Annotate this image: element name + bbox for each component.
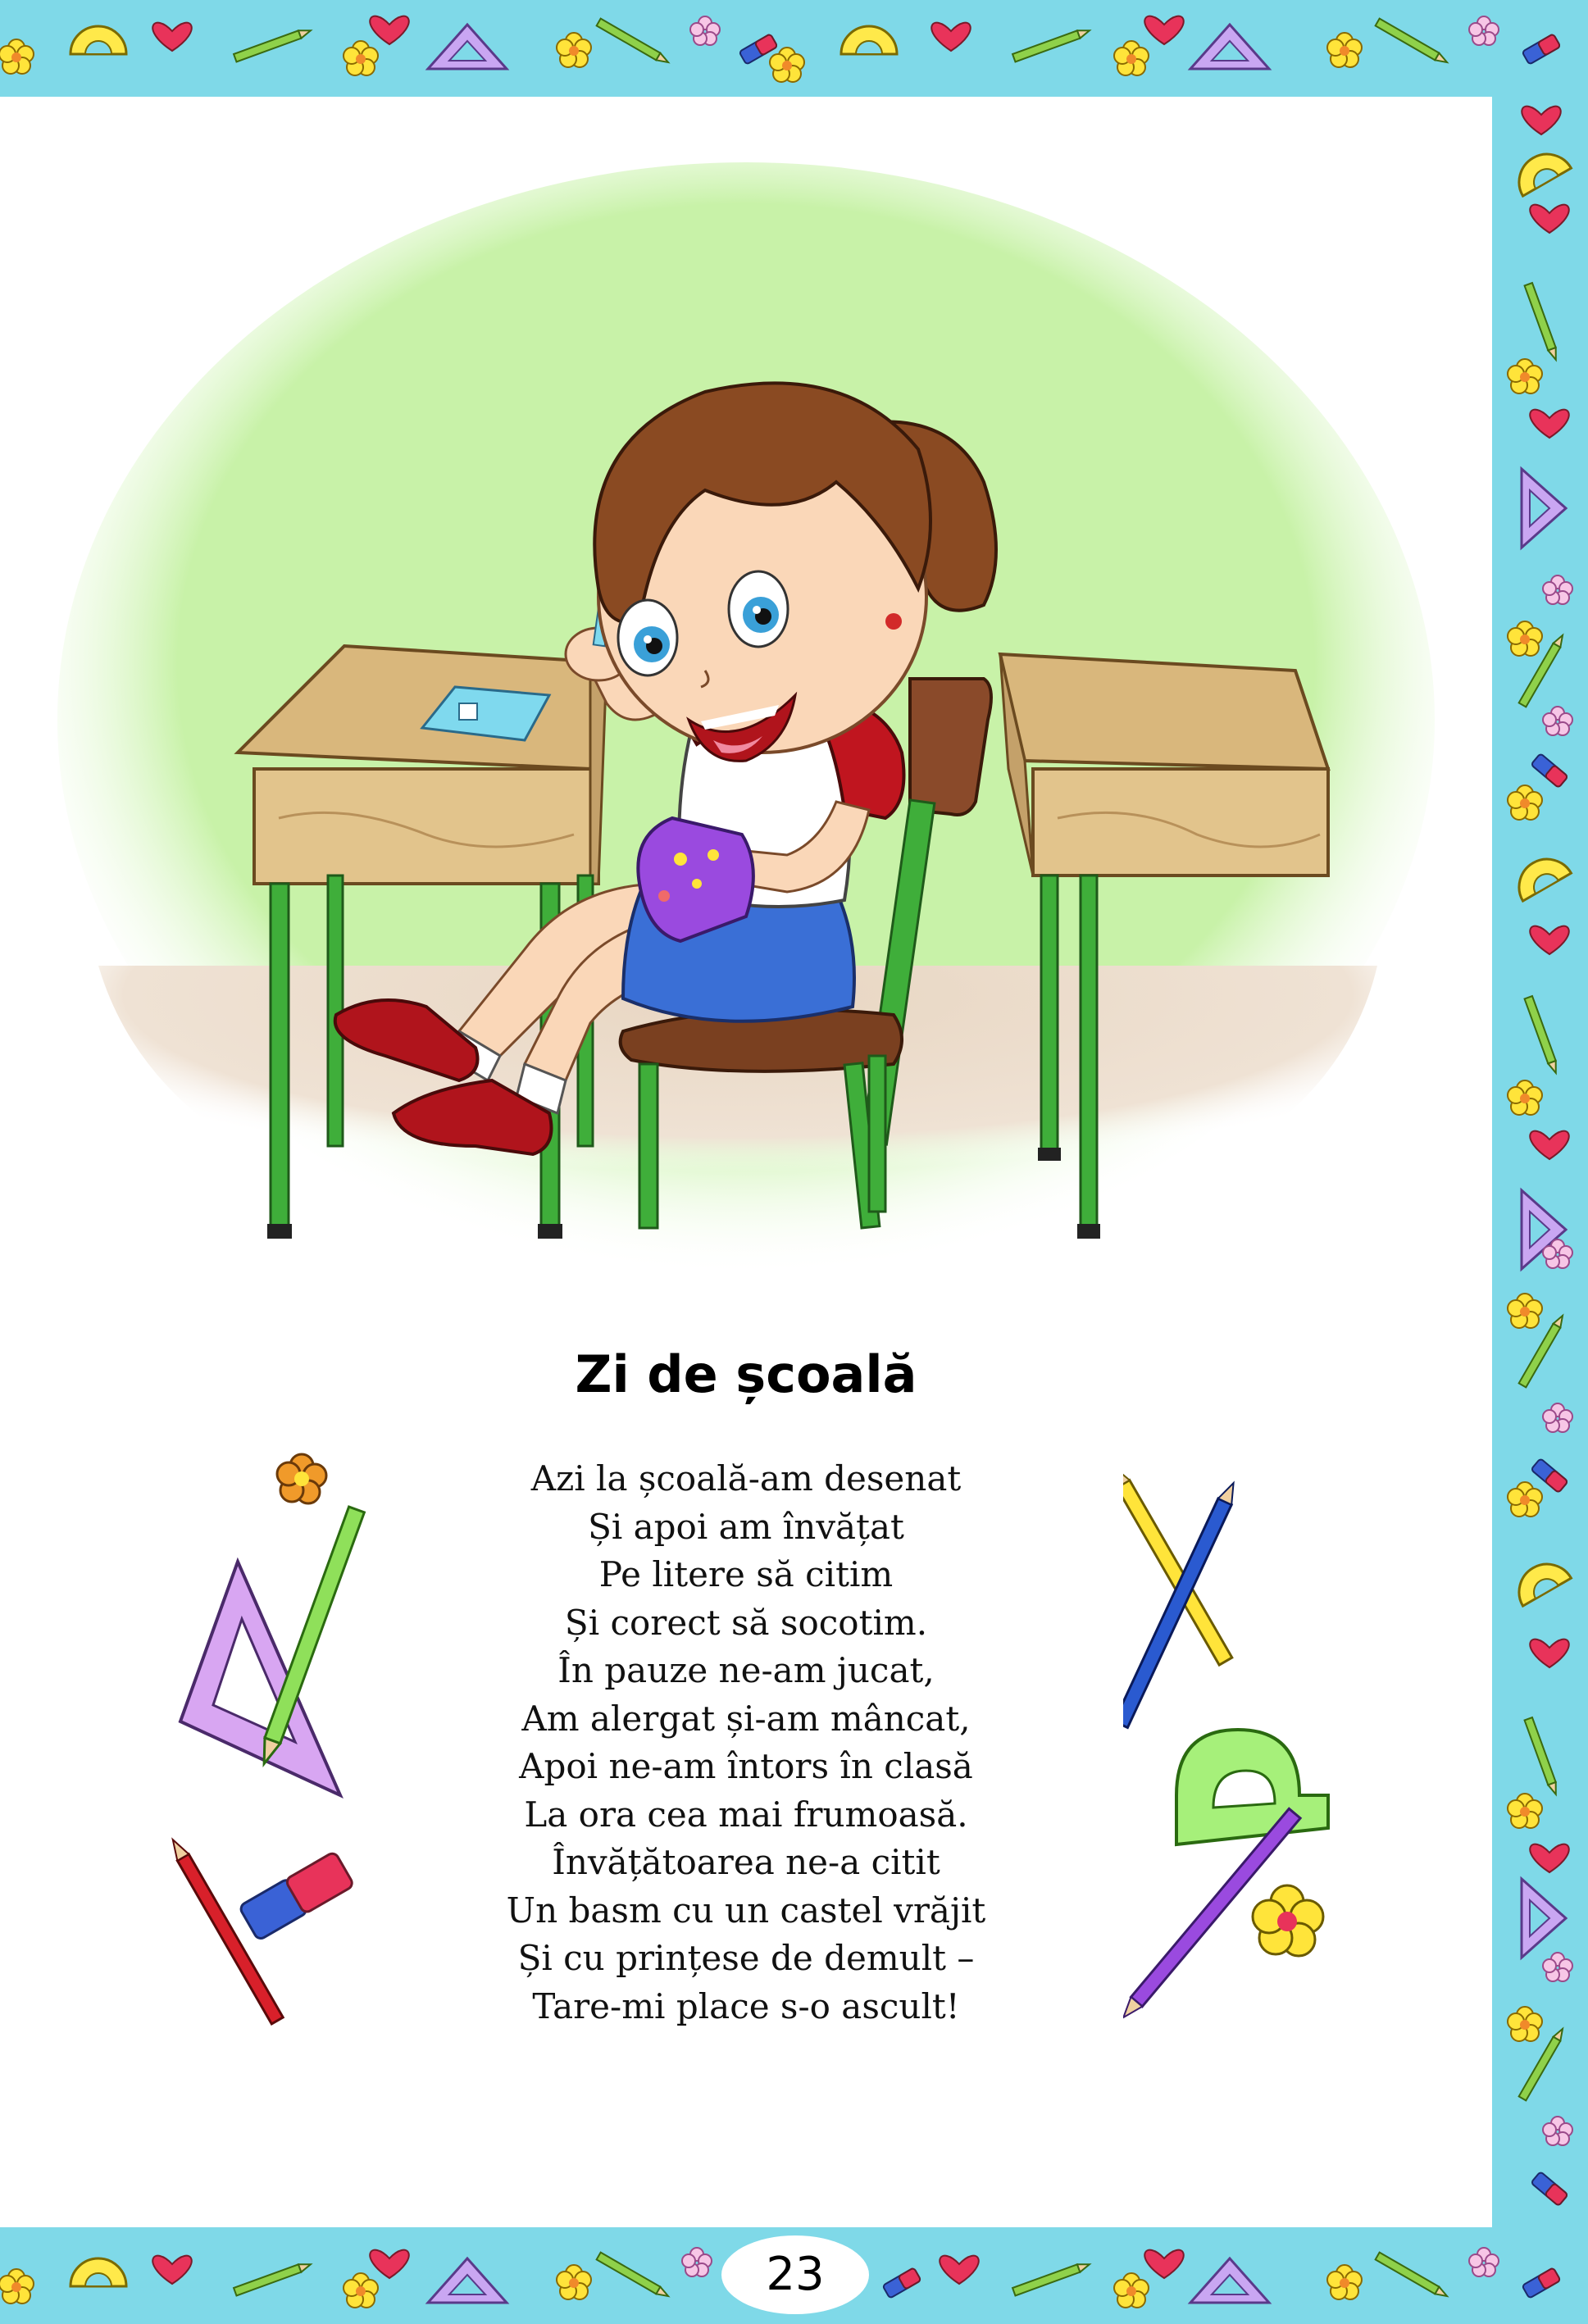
decorative-border-top (0, 0, 1588, 97)
poem-line: În pauze ne-am jucat, (557, 1650, 935, 1690)
page-number: 23 (766, 2248, 825, 2301)
decorative-border-right (1492, 0, 1588, 2324)
poem-line: Tare-mi place s-o ascult! (532, 1985, 960, 2026)
poem-line: Și cu prințese de demult – (517, 1938, 975, 1978)
poem-line: Un basm cu un castel vrăjit (506, 1890, 986, 1931)
right-school-supplies-art (1123, 1443, 1369, 2033)
poem-line: La ora cea mai frumoasă. (524, 1794, 968, 1835)
protractor-icon (1176, 1730, 1328, 1844)
girl-at-desk-illustration (0, 97, 1492, 1310)
poem-line: Apoi ne-am întors în clasă (519, 1746, 973, 1786)
flower-icon (277, 1454, 326, 1503)
poem-line: Am alergat și-am mâncat, (521, 1698, 971, 1739)
poem-line: Pe litere să citim (598, 1554, 894, 1594)
eraser-icon (239, 1851, 354, 1940)
poem-text (418, 1455, 1074, 2031)
poem-title: Zi de școală (575, 1344, 917, 1404)
poem-line: Învățătoarea ne-a citit (552, 1842, 940, 1882)
poem-line: Și corect să socotim. (564, 1602, 928, 1643)
flower-icon (1253, 1885, 1323, 1956)
left-school-supplies-art (164, 1443, 410, 2033)
yellow-pencil-icon (1123, 1462, 1232, 1665)
poem-line: Și apoi am învățat (588, 1506, 904, 1547)
poem-line: Azi la școală-am desenat (530, 1458, 962, 1499)
